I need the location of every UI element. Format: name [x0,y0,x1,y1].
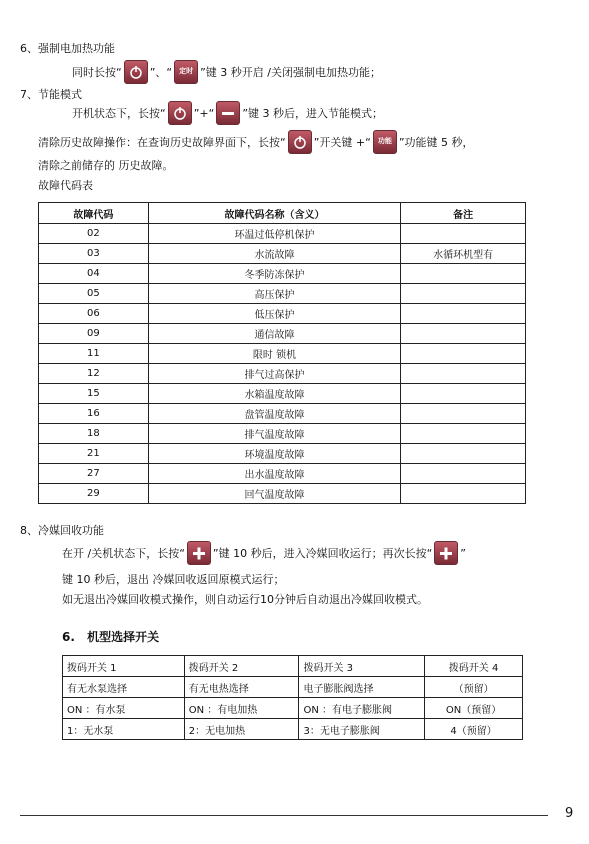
dip-cell: ON ：有水泵 [63,698,185,719]
table-row [39,384,526,404]
text-fragment: ”键 10 秒后，进入冷媒回收运行；再次长按“ [212,547,433,560]
section-8-title: 8、冷媒回收功能 [20,524,104,537]
dip-switch-table [62,655,523,740]
dip-cell: 电子膨胀阀选择 [299,677,425,698]
fault-code-cell: 09 [39,324,149,344]
text-fragment: ”开关键 +“ [313,136,371,149]
text-fragment: 清除历史故障操作：在查询历史故障界面下，长按“ [38,136,286,149]
remark-cell [401,264,526,284]
text-fragment: 在开 /关机状态下，长按“ [62,547,185,560]
dip-cell: （预留） [425,677,523,698]
text-fragment: 同时长按“ [72,66,122,79]
header-fault-name: 故障代码名称（含义） [148,203,400,224]
dip-cell: ON（预留） [425,698,523,719]
dip-cell: 拨码开关 3 [299,656,425,677]
table-row [39,404,526,424]
fault-name-cell: 回气温度故障 [148,484,400,504]
dip-cell: 3：无电子膨胀阀 [299,719,425,740]
table-row [39,304,526,324]
heading-number: 6. [62,630,75,644]
section-8-line-3: 如无退出冷媒回收模式操作，则自动运行10分钟后自动退出冷媒回收模式。 [62,593,428,606]
minus-button-icon [216,101,240,125]
fault-code-cell: 05 [39,284,149,304]
dip-cell: 拨码开关 1 [63,656,185,677]
table-row [63,656,523,677]
heading-text: 机型选择开关 [87,630,160,644]
plus-button-icon [187,541,211,565]
remark-cell [401,484,526,504]
text-fragment: ”键 3 秒开启 /关闭强制电加热功能； [200,66,382,79]
section-6-line [72,60,381,84]
section-7-title: 7、节能模式 [20,88,82,101]
remark-cell [401,324,526,344]
fault-name-cell: 高压保护 [148,284,400,304]
dip-cell: 1：无水泵 [63,719,185,740]
table-row [39,464,526,484]
fault-name-cell: 冬季防冻保护 [148,264,400,284]
fault-code-cell: 21 [39,444,149,464]
fault-code-table [38,202,526,504]
section-7-line [72,101,383,125]
table-row [39,344,526,364]
fault-code-cell: 11 [39,344,149,364]
remark-cell [401,284,526,304]
fault-code-cell: 12 [39,364,149,384]
dip-cell: 2：无电加热 [184,719,299,740]
text-fragment: ”键 3 秒后，进入节能模式； [242,107,384,120]
fault-code-cell: 04 [39,264,149,284]
section-8-line [62,541,466,565]
plus-button-icon [434,541,458,565]
dip-cell: 拨码开关 2 [184,656,299,677]
remark-cell [401,464,526,484]
remark-cell: 水循环机型有 [401,244,526,264]
dip-cell: 拨码开关 4 [425,656,523,677]
fault-code-cell: 02 [39,224,149,244]
clear-history-line [38,130,474,154]
fault-name-cell: 排气温度故障 [148,424,400,444]
dip-cell: 有无电热选择 [184,677,299,698]
fault-code-cell: 15 [39,384,149,404]
dip-cell: 4（预留） [425,719,523,740]
fault-table-title: 故障代码表 [38,179,93,192]
fault-code-cell: 03 [39,244,149,264]
fault-name-cell: 水流故障 [148,244,400,264]
remark-cell [401,444,526,464]
header-remark: 备注 [401,203,526,224]
text-fragment: ”+“ [193,106,215,120]
fault-code-cell: 16 [39,404,149,424]
fault-name-cell: 排气过高保护 [148,364,400,384]
remark-cell [401,304,526,324]
table-row [39,444,526,464]
dip-cell: ON ：有电子膨胀阀 [299,698,425,719]
table-row [63,677,523,698]
table-row [39,244,526,264]
power-button-icon [124,60,148,84]
clear-history-line-2: 清除之前储存的 历史故障。 [38,159,174,172]
fault-name-cell: 水箱温度故障 [148,384,400,404]
fault-code-cell: 27 [39,464,149,484]
fault-name-cell: 通信故障 [148,324,400,344]
header-fault-code: 故障代码 [39,203,149,224]
remark-cell [401,224,526,244]
power-button-icon [168,101,192,125]
text-fragment: ”、“ [149,66,173,79]
table-row [39,284,526,304]
text-fragment: ” [460,546,466,560]
timer-button-icon [174,60,198,84]
table-row [63,698,523,719]
fault-name-cell: 低压保护 [148,304,400,324]
dip-cell: ON ：有电加热 [184,698,299,719]
table-row [39,224,526,244]
fault-name-cell: 限时 锁机 [148,344,400,364]
remark-cell [401,384,526,404]
remark-cell [401,344,526,364]
function-icon-label: 功能 [377,137,392,145]
page-number: 9 [565,806,574,821]
fault-code-cell: 06 [39,304,149,324]
text-fragment: ”功能键 5 秒， [398,136,474,149]
function-button-icon [373,130,397,154]
table-row [39,484,526,504]
table-row [39,424,526,444]
remark-cell [401,404,526,424]
footer-rule [20,815,548,816]
fault-name-cell: 环温过低停机保护 [148,224,400,244]
fault-name-cell: 盘管温度故障 [148,404,400,424]
section-8-line-2: 键 10 秒后，退出 冷媒回收返回原模式运行； [62,573,285,586]
dip-cell: 有无水泵选择 [63,677,185,698]
fault-name-cell: 环境温度故障 [148,444,400,464]
remark-cell [401,424,526,444]
power-button-icon [288,130,312,154]
fault-name-cell: 出水温度故障 [148,464,400,484]
table-row [39,264,526,284]
table-row [63,719,523,740]
fault-table-header-row [39,203,526,224]
text-fragment: 开机状态下，长按“ [72,107,166,120]
section-6-title: 6、强制电加热功能 [20,42,115,55]
table-row [39,324,526,344]
model-select-heading [62,628,159,645]
fault-code-cell: 18 [39,424,149,444]
remark-cell [401,364,526,384]
table-row [39,364,526,384]
timer-icon-label: 定时 [179,67,194,75]
fault-code-cell: 29 [39,484,149,504]
